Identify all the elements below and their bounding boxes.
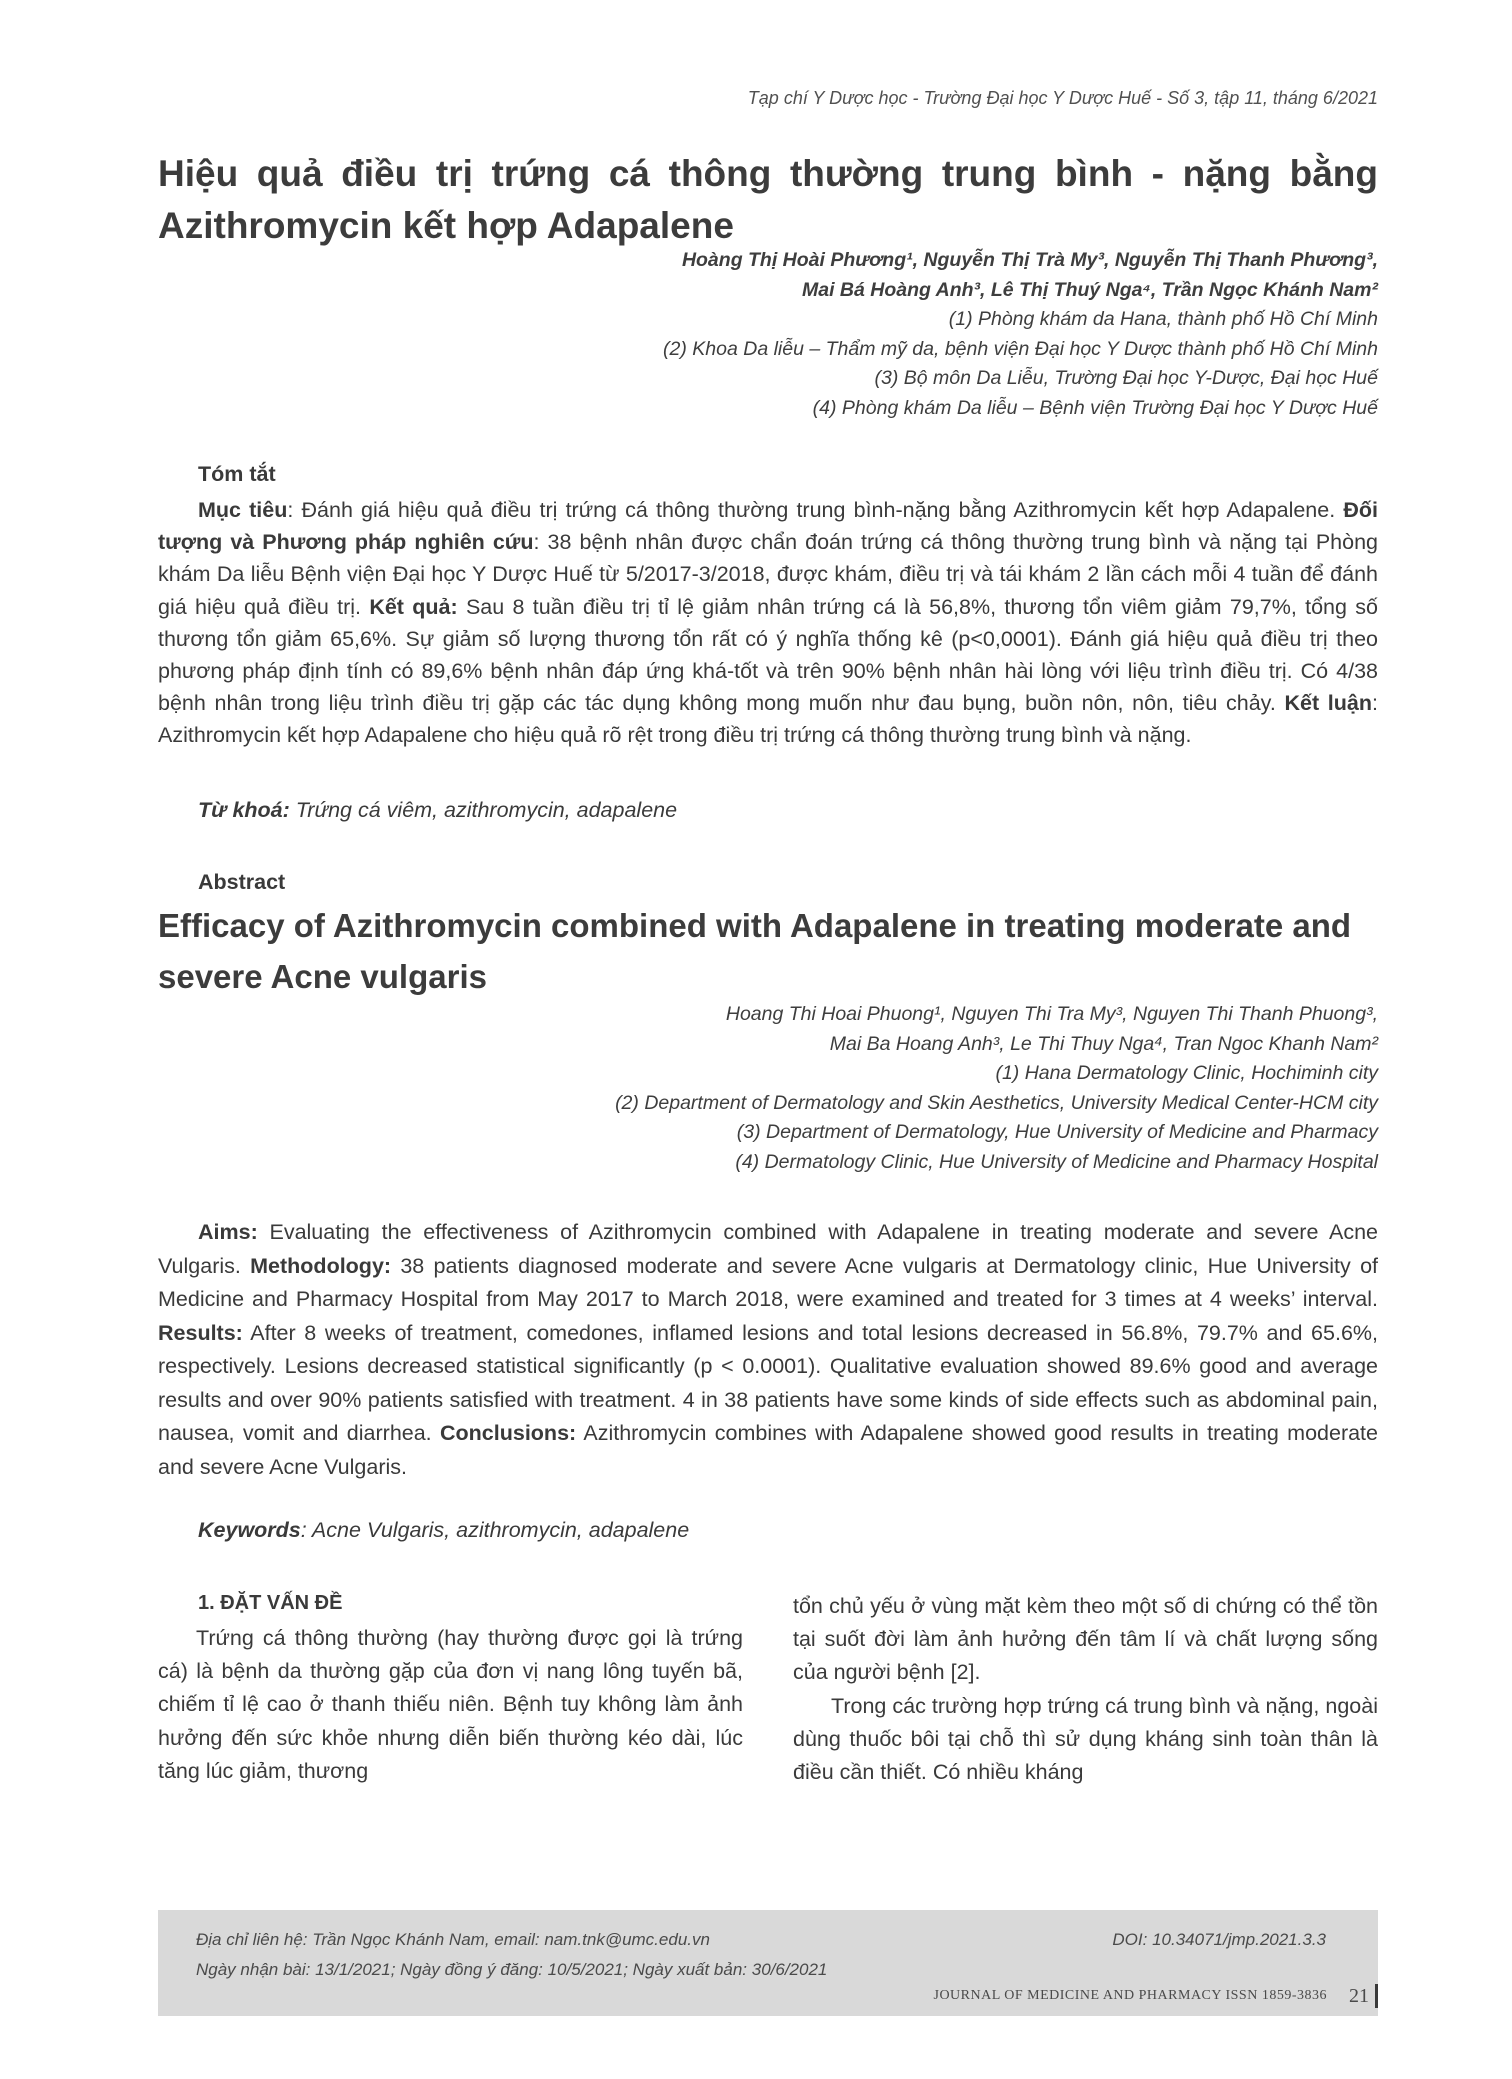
authors-en-line-2: Mai Ba Hoang Anh³, Le Thi Thuy Nga⁴, Tran Ngoc Khanh Nam²: [829, 1032, 1378, 1055]
results-label-vi: Kết quả:: [369, 594, 458, 619]
article-title-en: Efficacy of Azithromycin combined with Adapalene in treating moderate and severe Acne vulgaris: [158, 907, 1352, 995]
methodology-text: 38 patients diagnosed moderate and severe Acne vulgaris at Dermatology clinic, Hue University of Medicine and Pharmacy Hospital from May 2017 to March 2018, were examined and treated for 3 times at 4 weeks’ interval.: [158, 1253, 1378, 1311]
affiliation-en-2: (2) Department of Dermatology and Skin Aesthetics, University Medical Center-HCM city: [615, 1091, 1378, 1114]
page-footer: [934, 1984, 1379, 2008]
conclusions-label-en: Conclusions:: [440, 1421, 577, 1445]
conclusion-label-vi: Kết luận: [1284, 691, 1372, 716]
body-right-paragraph-2: Trong các trường hợp trứng cá trung bình và nặng, ngoài dùng thuốc bôi tại chỗ thì sử dụng kháng sinh toàn thân là điều cần thiết. Có nhiều kháng: [793, 1693, 1378, 1785]
summary-vi: [158, 494, 1378, 752]
page-number: 21: [1349, 1984, 1369, 2007]
summary-heading: Tóm tắt: [198, 462, 276, 486]
section-heading-introduction: 1. ĐẶT VẤN ĐỀ: [198, 1592, 343, 1614]
conclusion-text-vi: : Azithromycin kết hợp Adapalene cho hiệu quả rõ rệt trong điều trị trứng cá thông thường trung bình và nặng.: [158, 691, 1378, 748]
authors-vi-line-1: Hoàng Thị Hoài Phương¹, Nguyễn Thị Trà My³, Nguyễn Thị Thanh Phương³,: [681, 249, 1378, 271]
summary-vi-paragraph: [158, 494, 1378, 752]
abstract-en: [158, 1216, 1378, 1484]
methods-text: : 38 bệnh nhân được chẩn đoán trứng cá thông thường trung bình và nặng tại Phòng khám Da liễu Bệnh viện Đại học Y Dược Huế từ 5/2017-3/2018, được khám, điều trị và tái khám 2 lần cách mỗi 4 tuần để đánh giá hiệu quả điều trị.: [158, 530, 1378, 619]
article-title-vi: Hiệu quả điều trị trứng cá thông thường trung bình - nặng bằng Azithromycin kết hợp Adapalene: [158, 153, 1378, 246]
results-text-vi: Sau 8 tuần điều trị tỉ lệ giảm nhân trứng cá là 56,8%, thương tổn viêm giảm 79,7%, tổng số thương tổn giảm 65,6%. Sự giảm số lượng thương tổn rất có ý nghĩa thống kê (p<0,0001). Đánh giá hiệu quả điều trị theo phương pháp định tính có 89,6% bệnh nhân đáp ứng khá-tốt và trên 90% bệnh nhân hài lòng với liệu trình điều trị. Có 4/38 bệnh nhân trong liệu trình điều trị gặp các tác dụng không mong muốn như đau bụng, buồn nôn, nôn, tiêu chảy.: [158, 594, 1378, 716]
abstract-heading: Abstract: [198, 870, 286, 894]
affiliation-vi-4: (4) Phòng khám Da liễu – Bệnh viện Trường Đại học Y Dược Huế: [812, 396, 1378, 419]
journal-issn: JOURNAL OF MEDICINE AND PHARMACY ISSN 1859-3836: [933, 1988, 1327, 2003]
running-head: Tạp chí Y Dược học - Trường Đại học Y Dược Huế - Số 3, tập 11, tháng 6/2021: [747, 88, 1378, 108]
body-left-paragraph: Trứng cá thông thường (hay thường được gọi là trứng cá) là bệnh da thường gặp của đơn vị nang lông tuyến bã, chiếm tỉ lệ cao ở thanh thiếu niên. Bệnh tuy không làm ảnh hưởng đến sức khỏe nhưng diễn biến thường kéo dài, lúc tăng lúc giảm, thương: [158, 1626, 743, 1783]
affiliation-vi-2: (2) Khoa Da liễu – Thẩm mỹ da, bệnh viện Đại học Y Dược thành phố Hồ Chí Minh: [663, 337, 1378, 360]
aims-label: Aims:: [198, 1220, 258, 1244]
contact-address: Địa chỉ liên hệ: Trần Ngọc Khánh Nam, email: nam.tnk@umc.edu.vn: [196, 1930, 710, 1949]
methodology-label: Methodology:: [250, 1253, 392, 1278]
authors-en-line-1: Hoang Thi Hoai Phuong¹, Nguyen Thi Tra My³, Nguyen Thi Thanh Phuong³,: [725, 1003, 1378, 1025]
body-right-paragraph-1: tổn chủ yếu ở vùng mặt kèm theo một số di chứng có thể tồn tại suốt đời làm ảnh hưởng đến tâm lí và chất lượng sống của người bệnh [2].: [793, 1594, 1378, 1685]
page-number-bar: [1375, 1984, 1378, 2008]
body-column-left: [158, 1622, 743, 1788]
body-column-right: [793, 1590, 1378, 1789]
results-label-en: Results:: [158, 1320, 243, 1345]
abstract-en-paragraph: [158, 1216, 1378, 1484]
objective-label: Mục tiêu: [198, 498, 288, 522]
affiliation-vi-3: (3) Bộ môn Da Liễu, Trường Đại học Y-Dược, Đại học Huế: [874, 367, 1378, 389]
methods-label: Đối tượng và Phương pháp nghiên cứu: [158, 498, 1378, 555]
keywords-en-label: Keywords: [198, 1518, 301, 1542]
keywords-vi-label: Từ khoá:: [198, 798, 290, 822]
keywords-en-text: : Acne Vulgaris, azithromycin, adapalene: [300, 1518, 690, 1542]
affiliation-en-1: (1) Hana Dermatology Clinic, Hochiminh city: [995, 1062, 1378, 1084]
objective-text: : Đánh giá hiệu quả điều trị trứng cá thông thường trung bình-nặng bằng Azithromycin kết hợp Adapalene.: [287, 498, 1344, 522]
affiliation-en-4: (4) Dermatology Clinic, Hue University of Medicine and Pharmacy Hospital: [735, 1150, 1378, 1173]
affiliation-en-3: (3) Department of Dermatology, Hue University of Medicine and Pharmacy: [736, 1121, 1378, 1143]
article-dates: Ngày nhận bài: 13/1/2021; Ngày đồng ý đăng: 10/5/2021; Ngày xuất bản: 30/6/2021: [196, 1960, 828, 1979]
keywords-en: [198, 1518, 689, 1543]
aims-text: Evaluating the effectiveness of Azithromycin combined with Adapalene in treating moderate and severe Acne Vulgaris.: [158, 1220, 1378, 1278]
authors-en: [158, 1000, 1378, 1177]
keywords-vi-text: Trứng cá viêm, azithromycin, adapalene: [289, 798, 678, 822]
results-text-en: After 8 weeks of treatment, comedones, inflamed lesions and total lesions decreased in 56.8%, 79.7% and 65.6%, respectively. Lesions decreased statistical significantly (p < 0.0001). Qualitative evaluation showed 89.6% good and average results and over 90% patients satisfied with treatment. 4 in 38 patients have some kinds of side effects such as abdominal pain, nausea, vomit and diarrhea.: [158, 1320, 1378, 1445]
conclusions-text-en: Azithromycin combines with Adapalene showed good results in treating moderate and severe Acne Vulgaris.: [158, 1421, 1378, 1479]
authors-vi: [158, 246, 1378, 423]
doi-label: DOI: 10.34071/jmp.2021.3.3: [1112, 1930, 1326, 1949]
affiliation-vi-1: (1) Phòng khám da Hana, thành phố Hồ Chí Minh: [948, 308, 1378, 330]
keywords-vi: [198, 798, 677, 823]
authors-vi-line-2: Mai Bá Hoàng Anh³, Lê Thị Thuý Nga⁴, Trần Ngọc Khánh Nam²: [801, 278, 1378, 301]
